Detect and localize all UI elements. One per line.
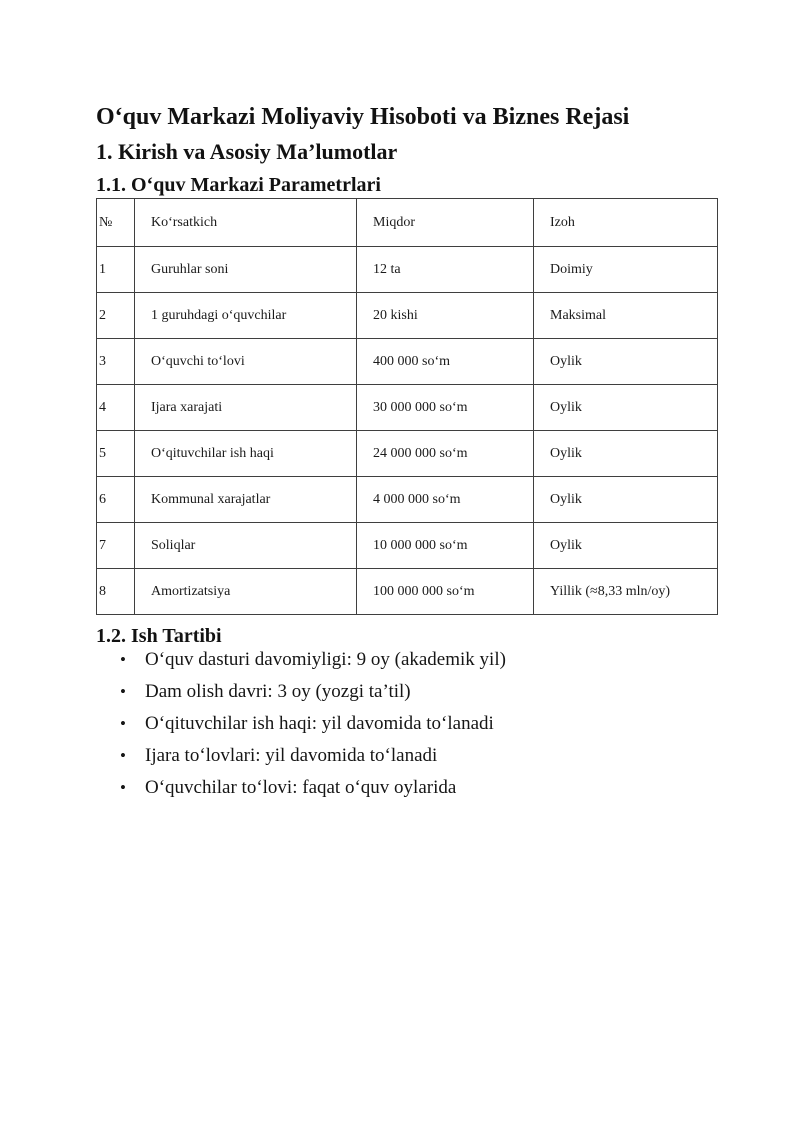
cell-note: Oylik [534, 477, 718, 523]
bullet-icon: • [120, 682, 126, 701]
cell-note: Doimiy [534, 247, 718, 293]
list-item [96, 676, 717, 708]
document-title: Oʻquv Markazi Moliyaviy Hisoboti va Biznes Rejasi [96, 104, 630, 130]
cell-amount: 12 ta [357, 247, 534, 293]
cell-amount: 400 000 soʻm [357, 339, 534, 385]
cell-amount: 20 kishi [357, 293, 534, 339]
cell-number: 8 [97, 569, 135, 615]
list-item [96, 772, 717, 804]
list-item-text: Ijara toʻlovlari: yil davomida toʻlanadi [145, 745, 438, 766]
cell-amount: 24 000 000 soʻm [357, 431, 534, 477]
list-item-text: Oʻqituvchilar ish haqi: yil davomida toʻlanadi [145, 713, 494, 734]
cell-number: 1 [97, 247, 135, 293]
list-item [96, 708, 717, 740]
cell-note: Oylik [534, 339, 718, 385]
list-item [96, 740, 717, 772]
section-1-2-heading: 1.2. Ish Tartibi [96, 625, 222, 647]
list-item-text: Oʻquvchilar toʻlovi: faqat oʻquv oylarida [145, 777, 457, 798]
work-schedule-list [96, 644, 717, 804]
table-row [97, 431, 718, 477]
cell-amount: 4 000 000 soʻm [357, 477, 534, 523]
cell-note: Oylik [534, 385, 718, 431]
cell-number: 3 [97, 339, 135, 385]
cell-indicator: Amortizatsiya [135, 569, 357, 615]
cell-number: 6 [97, 477, 135, 523]
col-header-number: № [97, 199, 135, 247]
cell-note: Yillik (≈8,33 mln/oy) [534, 569, 718, 615]
cell-indicator: Ijara xarajati [135, 385, 357, 431]
cell-note: Oylik [534, 523, 718, 569]
col-header-indicator: Koʻrsatkich [135, 199, 357, 247]
cell-number: 2 [97, 293, 135, 339]
table-row [97, 339, 718, 385]
cell-amount: 30 000 000 soʻm [357, 385, 534, 431]
cell-number: 7 [97, 523, 135, 569]
table-row [97, 523, 718, 569]
list-item-text: Dam olish davri: 3 oy (yozgi ta’til) [145, 681, 411, 702]
cell-note: Maksimal [534, 293, 718, 339]
cell-indicator: Kommunal xarajatlar [135, 477, 357, 523]
col-header-note: Izoh [534, 199, 718, 247]
section-1-1-heading: 1.1. Oʻquv Markazi Parametrlari [96, 174, 381, 196]
bullet-icon: • [120, 746, 126, 765]
table-row [97, 247, 718, 293]
table-row [97, 293, 718, 339]
table-row [97, 477, 718, 523]
table-row [97, 385, 718, 431]
cell-amount: 10 000 000 soʻm [357, 523, 534, 569]
cell-number: 4 [97, 385, 135, 431]
cell-note: Oylik [534, 431, 718, 477]
col-header-amount: Miqdor [357, 199, 534, 247]
cell-indicator: Soliqlar [135, 523, 357, 569]
parameters-table [96, 198, 718, 615]
list-item-text: Oʻquv dasturi davomiyligi: 9 oy (akademik yil) [145, 649, 506, 670]
bullet-icon: • [120, 778, 126, 797]
cell-indicator: 1 guruhdagi oʻquvchilar [135, 293, 357, 339]
section-1-heading: 1. Kirish va Asosiy Ma’lumotlar [96, 139, 398, 164]
table-header-row [97, 199, 718, 247]
cell-indicator: Guruhlar soni [135, 247, 357, 293]
cell-amount: 100 000 000 soʻm [357, 569, 534, 615]
cell-indicator: Oʻquvchi toʻlovi [135, 339, 357, 385]
bullet-icon: • [120, 714, 126, 733]
table-row [97, 569, 718, 615]
list-item [96, 644, 717, 676]
bullet-icon: • [120, 650, 126, 669]
cell-number: 5 [97, 431, 135, 477]
cell-indicator: Oʻqituvchilar ish haqi [135, 431, 357, 477]
